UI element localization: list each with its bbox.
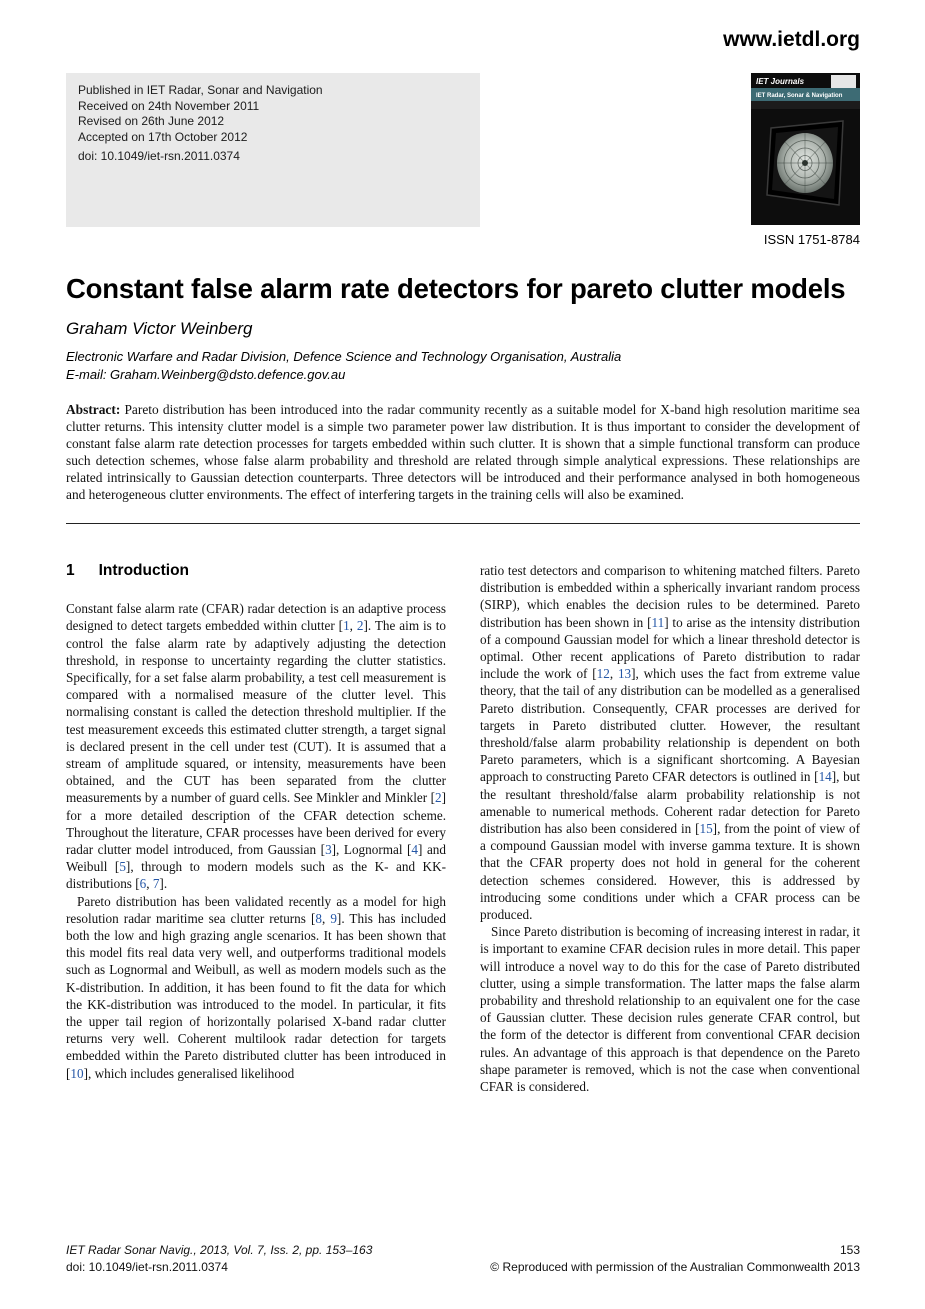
citation-link[interactable]: 3: [325, 842, 332, 858]
abstract-paragraph: [66, 401, 860, 503]
cover-issue-box: [831, 75, 856, 88]
citation-link[interactable]: 7: [152, 876, 160, 892]
website-url[interactable]: www.ietdl.org: [723, 28, 860, 51]
footer-copyright: © Reproduced with permission of the Australian Commonwealth 2013: [490, 1259, 860, 1274]
citation-link[interactable]: 6: [139, 876, 147, 892]
author-email[interactable]: E-mail: Graham.Weinberg@dsto.defence.gov.au: [66, 367, 346, 382]
abstract-label: Abstract:: [66, 402, 121, 417]
pub-line-accepted: Accepted on 17th October 2012: [78, 129, 248, 144]
citation-link[interactable]: 15: [699, 821, 713, 837]
pub-line-doi: doi: 10.1049/iet-rsn.2011.0374: [78, 149, 240, 163]
citation-link[interactable]: 11: [651, 614, 665, 630]
section-heading-introduction: [66, 562, 446, 579]
footer-right: [490, 1242, 860, 1275]
section-title: Introduction: [98, 562, 190, 579]
intro-paragraph-3: ratio test detectors and comparison to whitening matched filters. Pareto distribution is embedded within a spherically invariant random process (SIRP), which enables the decision rules to be determined. Pareto distribution has been shown in [11] to arise as the intensity distribution of a compound Gaussian model for which a linear threshold detector is optimal. Other recent applications of Pareto distribution to radar include the work of [12, 13], which uses the fact from extreme value theory, that the tail of any distribution can be modelled as a generalised Pareto distribution. Consequently, CFAR processes are derived for targets in Pareto distributed clutter. However, the resultant threshold/false alarm probability relationship is dependent on both Pareto parameters, which is a significant shortcoming. A Bayesian approach to constructing Pareto CFAR detectors is outlined in [14], but the resultant threshold/false alarm probability relationship is not amenable to numerical methods. Coherent radar detection for Pareto distribution has also been considered in [15], from the point of view of a compound Gaussian model with inverse gamma texture. It is shown that the CFAR property does not hold in general for the coherent detection schemes considered. However, this is addressed by introducing some conditions under which a CFAR process can be produced.: [480, 563, 860, 923]
citation-link[interactable]: 8: [315, 910, 322, 926]
issn-label: ISSN 1751-8784: [763, 232, 860, 247]
pub-line-published: Published in IET Radar, Sonar and Navigation: [78, 83, 323, 97]
right-column: [480, 562, 860, 1095]
intro-paragraph-2: Pareto distribution has been validated recently as a model for high resolution radar maritime sea clutter returns [8, 9]. This has included both the low and high grazing angle scenarios. It has been shown that this model fits real data very well, and outperforms traditional models such as Lognormal and Weibull, as well as modern models such as the K-distribution. In addition, it has been found to fit the data for which the KK-distribution was introduced to the model. In particular, it fits the upper tail region of horizontally polarised X-band radar clutter returns very well. Coherent multilook radar detection for targets embedded within the Pareto distributed clutter has been introduced in [10], which includes generalised likelihood: [66, 893, 447, 1081]
citation-link[interactable]: 5: [119, 859, 126, 875]
footer-doi: doi: 10.1049/iet-rsn.2011.0374: [66, 1259, 228, 1274]
citation-link[interactable]: 10: [70, 1065, 84, 1081]
footer-left: [66, 1242, 372, 1275]
citation-link[interactable]: 13: [617, 666, 632, 682]
citation-link[interactable]: 4: [411, 842, 419, 858]
radar-cover-art: [751, 73, 860, 225]
cover-brand-label: IET Journals: [756, 77, 805, 86]
header-row: [66, 73, 860, 247]
page-footer: [66, 1242, 860, 1275]
section-number: 1: [66, 562, 75, 579]
pub-line-received: Received on 24th November 2011: [78, 98, 260, 113]
intro-paragraph-1: Constant false alarm rate (CFAR) radar detection is an adaptive process designed to detect targets embedded within clutter [1, 2]. The aim is to control the false alarm rate by adaptively adjusting the detection threshold, in response to uncertainty regarding the clutter statistics. Specifically, for a set false alarm probability, a test cell measurement is compared with a normalised measure of the clutter level. This normalising constant is called the detection threshold multiplier. If the test measurement exceeds this estimated clutter strength, a target signal is declared present in the cell under test (CUT). It is assumed that a stream of amplitude squared, or intensity, measurements have been obtained, and the CUT has been separated from the clutter measurements by a number of guard cells. See Minkler and Minkler [2] for a more detailed description of the CFAR detection scheme. Throughout the literature, CFAR processes have been derived for every radar clutter model introduced, from Gaussian [3], Lognormal [4] and Weibull [5], through to modern models such as the K- and KK-distributions [6, 7].: [66, 601, 447, 892]
citation-link[interactable]: 14: [818, 769, 832, 785]
citation-link[interactable]: 2: [435, 790, 442, 806]
abstract-text: Pareto distribution has been introduced into the radar community recently as a suitable model for X-band high resolution maritime sea clutter returns. This intensity clutter model is a simple two parameter power law distribution. It is thus important to consider the development of constant false alarm rate detection processes for targets embedded within such clutter. It is shown that a simple functional transform can produce such detection schemes, whose false alarm probability and threshold are related through simple analytical expressions. These relationships are related intrinsically to Gaussian detection counterparts. Three detectors will be introduced and their performance analysed in both homogeneous and heterogeneous clutter environments. The effect of interfering targets in the training cells will also be examined.: [66, 402, 860, 502]
separator-rule: [66, 523, 860, 524]
left-column: [66, 562, 446, 1095]
pub-line-revised: Revised on 26th June 2012: [78, 114, 225, 128]
citation-link[interactable]: 12: [596, 666, 610, 682]
cover-column: [751, 73, 860, 247]
body-columns: [66, 562, 860, 1095]
cover-journal-title: IET Radar, Sonar & Navigation: [756, 93, 843, 99]
footer-journal-ref: IET Radar Sonar Navig., 2013, Vol. 7, Iss. 2, pp. 153–163: [66, 1243, 373, 1257]
footer-page-number: 153: [839, 1243, 860, 1257]
citation-link[interactable]: 1: [343, 618, 350, 634]
journal-cover-image: [751, 73, 860, 225]
paper-title: Constant false alarm rate detectors for pareto clutter models: [66, 273, 846, 304]
author-affiliation: Electronic Warfare and Radar Division, Defence Science and Technology Organisation, Australia: [66, 349, 622, 364]
publication-info-box: [66, 73, 480, 227]
citation-link[interactable]: 2: [356, 618, 364, 634]
intro-paragraph-4: Since Pareto distribution is becoming of increasing interest in radar, it is important to examine CFAR decision rules in more detail. This paper will introduce a novel way to do this for the case of Pareto distributed clutter, using a simple transformation. The latter maps the false alarm probability and threshold relationship to an equivalent one for the case of Gaussian clutter. These decision rules generate CFAR control, but the form of the detector is different from conventional CFAR decision rules. An advantage of this approach is that dependence on the Pareto shape parameter is removed, which is not the case when conventional CFAR is considered.: [480, 924, 860, 1095]
author-name: Graham Victor Weinberg: [66, 319, 253, 338]
citation-link[interactable]: 9: [330, 910, 337, 926]
